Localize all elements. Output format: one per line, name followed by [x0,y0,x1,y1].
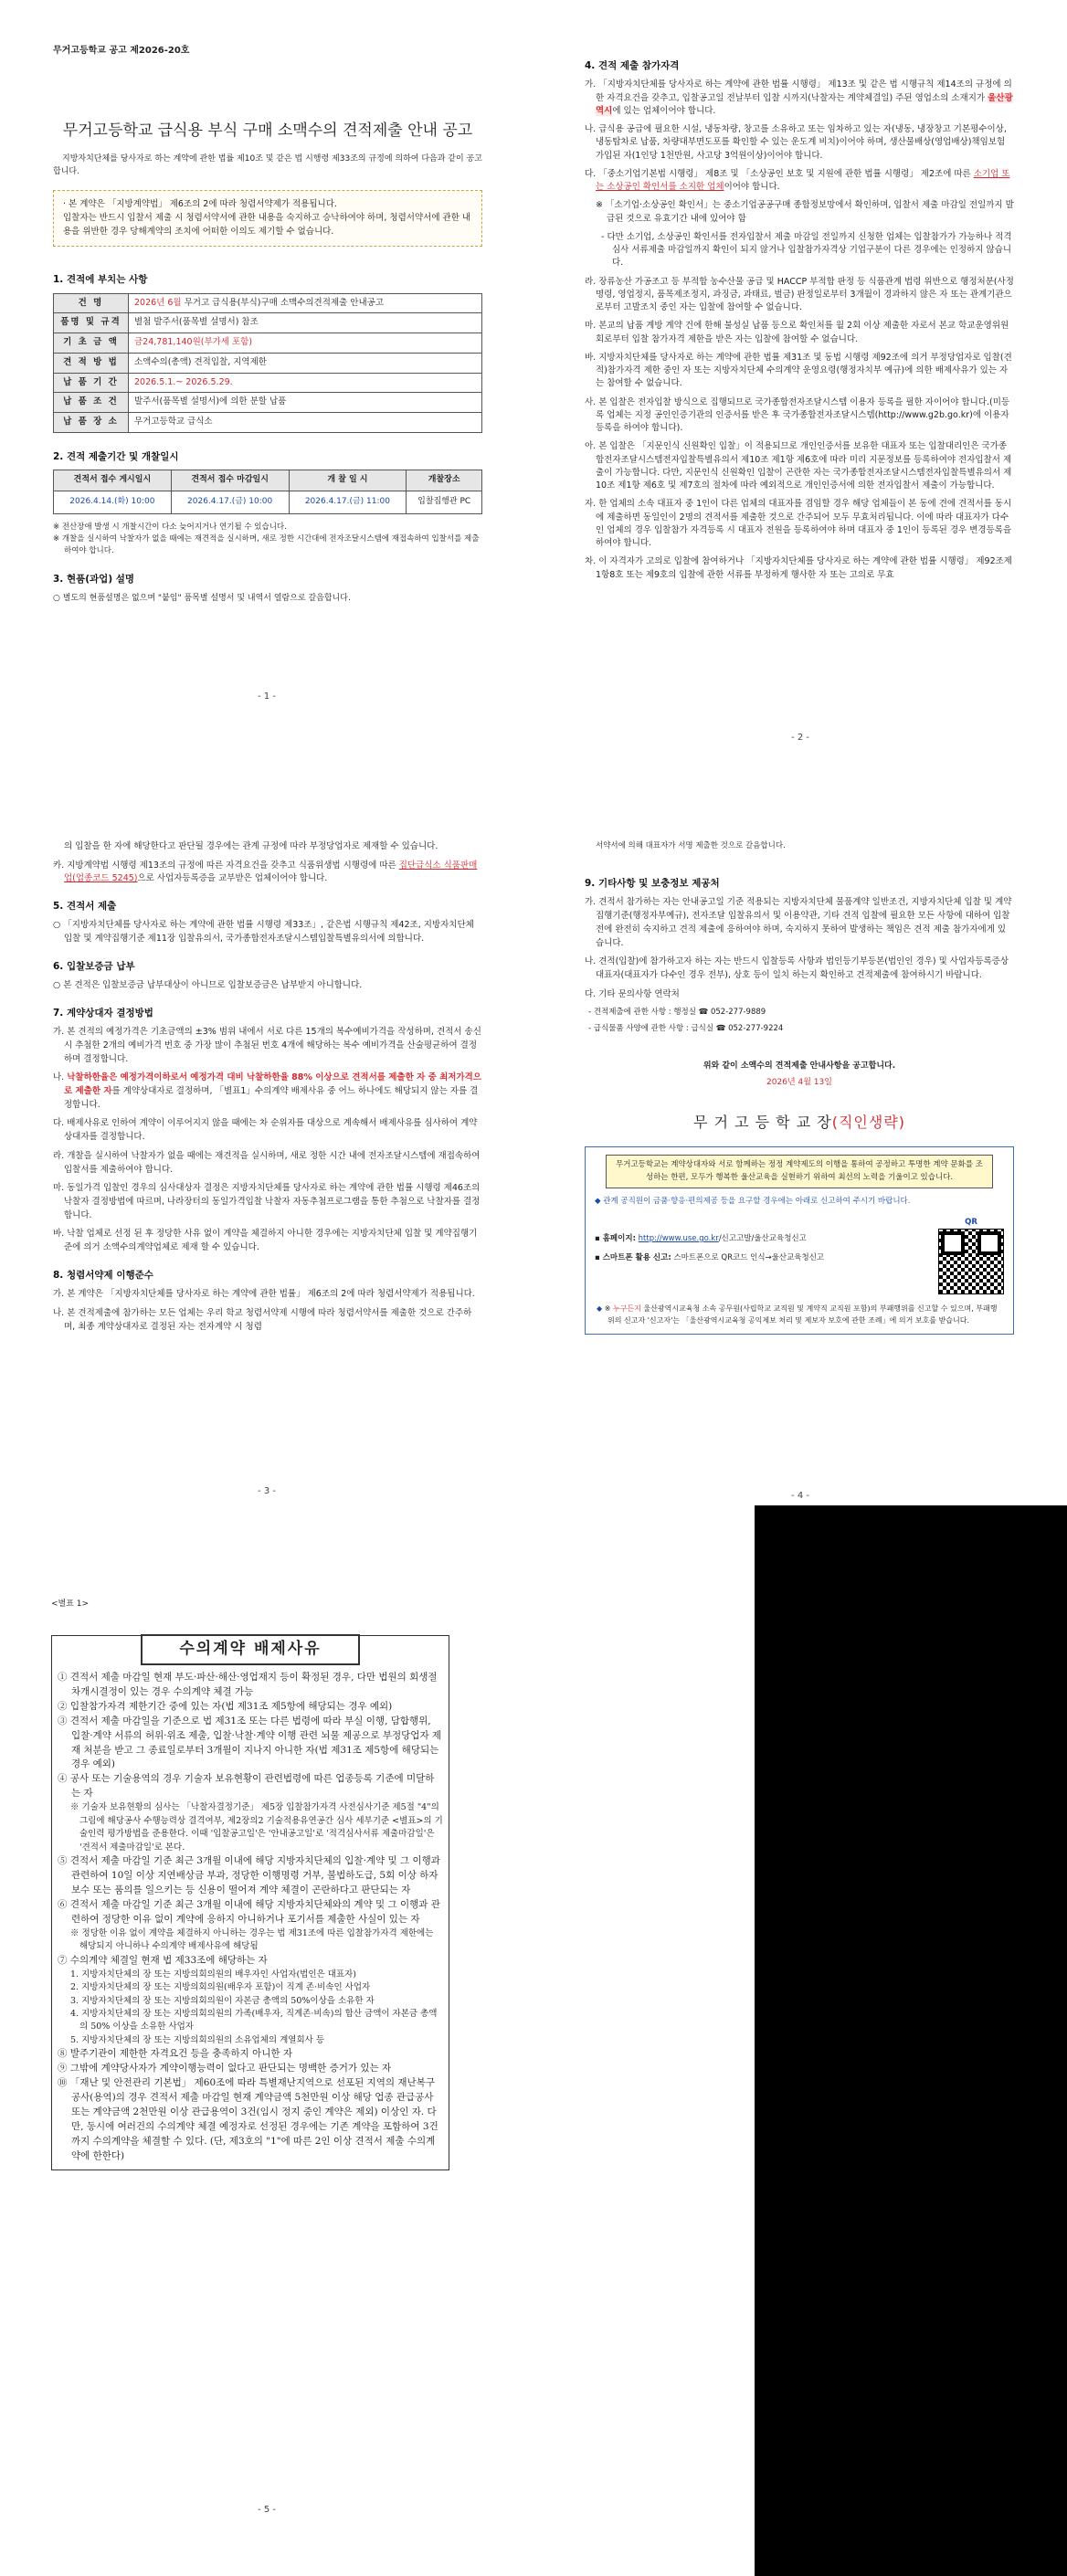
bid-row-key: 건 명 [54,293,129,313]
bid-row [54,393,482,413]
bid-row-key: 견 적 방 법 [54,353,129,373]
page-2 [534,0,1067,749]
bid-row-value: 금24,781,140원(부가세 포함) [129,333,482,354]
s9-na: 나. 견적(입찰)에 참가하고자 하는 자는 반드시 입찰등록 사항과 법인등기부등본(법인인 경우) 및 사업자등록증상 대표자(대표자가 다수인 경우 전부), 상호 등이 일치 하는지 확인하고 견적제출에 참여하시기 바랍니다. [585,956,1009,981]
page-3 [0,804,534,1516]
section-1-heading: 1. 견적에 부치는 사항 [53,274,148,286]
report-info-box [585,1146,1014,1334]
sec2-note-1: ※ 전산장애 발생 시 개찰시간이 다소 늦어지거나 연기될 수 있습니다. [53,522,287,532]
page-number-3: - 3 - [258,1486,276,1496]
page-5 [0,1553,534,2576]
bid-row [54,293,482,313]
page-number-4: - 4 - [791,1491,809,1501]
bid-row-value: 별첨 발주서(품목별 설명서) 참조 [129,313,482,333]
col-post-time: 견적서 접수 게시일시 [54,470,172,491]
s8-na: 나. 본 견적제출에 참가하는 모든 업체는 우리 학교 청렴서약제 시행에 따라 청렴서약서를 제출한 것으로 간주하며, 최종 계약상대자로 결정된 자는 전자계약 시 청렴 [53,1307,472,1332]
bid-row-key: 기 초 금 액 [54,333,129,354]
bid-row-value: 발주서(품목별 설명서)에 의한 분할 납품 [129,393,482,413]
section-4-heading: 4. 견적 제출 참가자격 [585,60,680,71]
bid-row-key: 납 품 기 간 [54,373,129,393]
contact-admin: - 견적제출에 관한 사항 : 행정실 ☎ 052-277-9889 [588,1008,766,1018]
section-6-text: ○ 본 견적은 입찰보증금 납부대상이 아니므로 입찰보증금은 납부받지 아니합니다. [53,980,363,991]
bid-row [54,313,482,333]
integrity-line-1: · 본 계약은 「지방계약법」 제6조의 2에 따라 청렴서약제가 적용됩니다. [63,199,337,210]
qr-label: QR [965,1218,977,1227]
notice-number: 무거고등학교 공고 제2026-20호 [53,46,190,56]
notice-title: 무거고등학교 급식용 부식 구매 소맥수의 견적제출 안내 공고 [62,121,473,140]
section-9-heading: 9. 기타사항 및 보충정보 제공처 [585,878,720,890]
s4-ga: 가. 「지방자치단체를 당사자로 하는 계약에 관한 법률 시행령」 제13조 및 같은 법 시행규칙 제14조의 규정에 의한 자격요건을 갖추고, 입찰공고일 전날부터 입찰 시까지(낙찰자는 계약체결일) 주된 영업소의 소재지가 울산광역시에 있는 업체이어야 합니다. [585,79,1013,116]
s4-da: 다. 「중소기업기본법 시행령」 제8조 및 「소상공인 보호 및 지원에 관한 법률 시행령」 제2조에 따른 소기업 또는 소상공인 확인서를 소지한 업체이어야 합니다. [585,168,1010,193]
bid-row [54,412,482,432]
closing-text: 위와 같이 소액수의 견적제출 안내사항을 공고합니다. [703,1061,896,1071]
bid-row-key: 납 품 조 건 [54,393,129,413]
deadline: 2026.4.17.(금) 10:00 [171,491,289,513]
annex-item: ⑥ 견적서 제출 마감일 기준 최근 3개월 이내에 해당 지방자치단체와의 계약 및 그 이행과 관련하여 정당한 이유 없이 계약에 응하지 아니하거나 포기서를 제출한 사실이 있는 자 [58,1898,440,1925]
section-5-text: ○ 「지방자치단체를 당사자로 하는 계약에 관한 법률 시행령 제33조」, 같은법 시행규칙 제42조, 지방자치단체 입찰 및 계약집행기준 제11장 입찰유의서, 국가종합전자조달시스템입찰특별유의서에 의합니다. [53,920,474,945]
col-deadline: 견적서 접수 마감일시 [171,470,289,491]
black-region [755,1505,1067,2576]
annex-items [58,1671,443,2164]
annex-item: 5. 지방자치단체의 장 또는 지방의회의원의 소유업체의 계열회사 등 [70,2034,325,2045]
annex-item: ⑤ 견적서 제출 마감일 기준 최근 3개월 이내에 해당 지방자치단체의 입찰·계약 및 그 이행과 관련하여 10일 이상 지연배상금 부과, 정당한 이행명령 거부, 불법하도급, 5회 이상 하자보수 또는 품의를 일으키는 등 신용이 떨어져 계약 체결이 곤란하다고 판단되는 자 [58,1855,440,1895]
annex-item: ⑨ 그밖에 계약당사자가 계약이행능력이 없다고 판단되는 명백한 증거가 있는 자 [58,2063,392,2075]
section-7-heading: 7. 계약상대자 결정방법 [53,1007,153,1019]
schedule-table [53,470,482,514]
s4-da-note: ※ 「소기업·소상공인 확인서」는 중소기업공공구매 종합정보망에서 확인하며, 입찰서 제출 마감일 전일까지 발급된 것으로 유효기간 내에 있어야 함 [596,200,1014,224]
annex-item: ① 견적서 제출 마감일 현재 부도·파산·해산·영업재지 등이 확정된 경우, 다만 법원의 회생절차개시결정이 있는 경우 수의계약 체결 가능 [58,1671,438,1697]
annex-item: ⑧ 발주기관이 제한한 자격요건 등을 충족하지 아니한 자 [58,2048,293,2060]
annex-item: 1. 지방자치단체의 장 또는 지방의회의원의 배우자인 사업자(법인은 대표자) [70,1969,356,1980]
bid-row-value: 2026.5.1.~ 2026.5.29. [129,373,482,393]
opening-place: 입찰집행관 PC [407,491,482,513]
col-opening-place: 개찰장소 [407,470,482,491]
s4-a: 아. 본 입찰은 「지문인식 신원확인 입찰」이 적용되므로 개인인증서를 보유한 대표자 또는 입찰대리인은 국가종합전자조달시스템전자입찰특별유의서 제10조 제1항 제6호에 따라 미리 지문정보를 등록하여야 전자입찰서 제출이 가능합니다. 다만, 지문인식 신원확인 입찰이 곤란한 자는 국가종합전자조달시스템전자입찰특별유의서 제10조 제1항 제6호 및 제7호의 절차에 따라 예외적으로 개인인증서에 의한 전자입찰서 제출이 가능합니다. [585,441,1012,491]
whistleblower-note: ◆ ※ 누구든지 울산광역시교육청 소속 공무원(사립학교 교직원 및 계약직 교직원 포함)의 부패행위를 신고할 수 있으며, 부패행위의 신고자 '신고자'는 「울산광역시교육청 공익제보 처리 및 제보자 보호에 관한 조례」에 의거 보호를 받습니다. [597,1304,998,1325]
s9-da: 다. 기타 문의사항 연락처 [585,988,680,999]
homepage-link[interactable]: http://www.use.go.kr [638,1234,719,1243]
page-number-5: - 5 - [258,2505,276,2515]
page-1 [0,0,534,749]
notice-date: 2026년 4월 13일 [766,1077,832,1087]
annex-label: <별표 1> [51,1599,90,1609]
annex-item: ※ 기술자 보유현황의 심사는 「낙찰자결정기준」 제5장 입찰참가자격 사전심사기준 제5절 "4"의 그림에 해당공사 수행능력상 결격여부, 제2장의2 기술적용유연공간 심사 세부기준 <별표>의 기술인력 평가방법을 준용한다. 이때 '입찰공고일'은 '안내공고일'로 '적격심사서류 제출마감일'은 '견적서 제출마감일'로 본다. [70,1802,443,1853]
s4-sa: 사. 본 입찰은 전자입찰 방식으로 집행되므로 국가종합전자조달시스템 이용자 등록을 필한 자이어야 합니다.(미등록 업체는 지정 공인인증기관의 인증서를 받은 후 국가종합전자조달시스템(http://www.g2b.go.kr)에 이용자 등록을 하여야 합니다). [585,396,1010,434]
annex-box [51,1635,449,2170]
integrity-notice-box [53,190,482,247]
s8-cont: 서약서에 의해 대표자가 서명 제출한 것으로 갈음합니다. [596,841,786,850]
s4-ja: 자. 한 업체의 소속 대표자 중 1인이 다른 업체의 대표자를 겸임할 경우 해당 업체들이 본 동에 견에 견적서를 동시에 제출하면 동일인이 2명의 견적서를 제출한 것으로 간주되어 모두 무효처리됩니다. 이에 따라 대표자가 다수인 업체의 경우 입찰참가 자격등록 시 대표자 전원을 등록하여야 하며 대표자 중 1인이 등록된 경우 변경등록을 하여야 합니다. [585,499,1012,549]
integrity-statement: 무거고등학교는 계약상대자와 서로 함께하는 정정 계약제도의 이행을 통하여 공정하고 투명한 계약 문화를 조성하는 한편, 모두가 행복한 울산교육을 실현하기 위하여 최선의 노력을 기울이고 있습니다. [606,1155,993,1188]
annex-item: ④ 공사 또는 기술용역의 경우 기술자 보유현황이 관련법령에 따른 업종등록 기준에 미달하는 자 [58,1773,435,1800]
s7-ga: 가. 본 견적의 예정가격은 기초금액의 ±3% 범위 내에서 서로 다른 15개의 복수예비가격을 작성하며, 견적서 송신시 추첨한 2개의 예비가격 번호 중 가장 많이 추첨된 번호 4개에 해당하는 복수 예비가격을 산술평균하여 결정하며 결정합니다. [53,1027,481,1064]
page-number-2: - 2 - [791,733,809,743]
annex-item: 3. 지방자치단체의 장 또는 지방의회의원이 자본금 총액의 50%이상을 소유한 자 [70,1995,375,2006]
s4-da-note2: - 다만 소기업, 소상공인 확인서를 전자입찰서 제출 마감일 전일까지 신청한 업체는 입찰참가가 가능하나 적격심사 서류제출 마감일까지 확인이 되지 않거나 입찰참가자격상 기업구분이 다른 경우에는 인정하지 않습니다. [601,231,1012,269]
s4-na: 나. 급식용 공급에 필요한 시설, 냉동차량, 창고를 소유하고 또는 임차하고 있는 자(냉동, 냉장창고 기본평수이상, 냉동탑차로 납품, 차량대부면도포를 확인할 수 있는 운도계 비치)이어야 하며, 생산물배상(영업배상)책임보험 가입된 자(1인당 1천만원, 사고당 3억원이상)이어야 합니다. [585,124,1007,161]
annex-title: 수의계약 배제사유 [141,1634,359,1665]
annex-item: ③ 견적서 제출 마감일을 기준으로 법 제31조 또는 다른 법령에 따라 부실 이행, 담합행위, 입찰·계약 서류의 허위·위조 제출, 입찰·낙찰·계약 이행 관련 뇌물 제공으로 부정당업자 제재 처분을 받고 그 종료일로부터 3개월이 지나지 아니한 자(법 제31조 제5항에 해당되는 경우 예외) [58,1715,442,1770]
bid-row-key: 납 품 장 소 [54,412,129,432]
page-number-1: - 1 - [258,692,276,702]
bid-row-value: 무거고등학교 급식소 [129,412,482,432]
integrity-line-2: 입찰자는 반드시 입찰서 제출 시 청렴서약서에 관한 내용을 숙지하고 승낙하여야 하며, 청렴서약서에 관한 내용을 위반한 경우 당해계약의 조치에 어떠한 이의도 제기할 수 없습니다. [63,212,471,237]
qr-code-icon[interactable] [938,1229,1004,1294]
s7-ba: 바. 낙찰 업체로 선정 된 후 정당한 사유 없이 계약을 체결하지 아니한 경우에는 지방자치단체 입찰 및 계약집행기준에 의거 소액수의계약업체로 제재 할 수 있습니다. [53,1229,478,1253]
section-6-heading: 6. 입찰보증금 납부 [53,960,135,972]
homepage-report: ▪ 홈페이지: http://www.use.go.kr/신고고발/울산교육청신고 [595,1234,807,1243]
s4-cha: 차. 이 자격자가 고의로 입찰에 참여하거나 「지방자치단체를 당사자로 하는 계약에 관한 법률 시행령」 제92조제1항8호 또는 제9호의 입찰에 관한 서류를 부정하게 행사한 자 또는 고의로 무효 [585,556,1012,580]
section-8-heading: 8. 청렴서약제 이행준수 [53,1269,153,1281]
sec2-note-2: ※ 개찰을 실시하여 낙찰자가 없을 때에는 재견적을 실시하며, 새로 정한 시간대에 전자조달시스템에 재접속하여 입찰서를 제출하여야 합니다. [53,533,480,556]
intro-text: 지방자치단체를 당사자로 하는 계약에 관한 법률 제10조 및 같은 법 시행령 제33조의 규정에 의하여 다음과 같이 공고합니다. [53,154,482,177]
s8-ga: 가. 본 계약은 「지방자치단체를 당사자로 하는 계약에 관한 법률」 제6조의 2에 따라 청렴서약제가 적용됩니다. [53,1289,475,1300]
section-5-heading: 5. 견적서 제출 [53,901,117,913]
page-4 [534,804,1067,1516]
smartphone-report: ▪ 스마트폰 활용 신고: 스마트폰으로 QR코드 인식→울산교육청신고 [595,1253,825,1263]
bid-row-key: 품명 및 규격 [54,313,129,333]
post-time: 2026.4.14.(화) 10:00 [54,491,172,513]
report-request: ◆ 관계 공직원이 금품·향응·편의제공 등을 요구할 경우에는 아래로 신고하여 주시기 바랍니다. [595,1196,911,1206]
annex-item: 2. 지방자치단체의 장 또는 지방의회의원(배우자 포함)이 직계 존·비속인 사업자 [70,1982,371,1993]
s9-ga: 가. 견적서 참가하는 자는 안내공고일 기준 적용되는 지방자치단체 물품계약 일반조건, 지방자치단체 입찰 및 계약집행기준(행정자부예규), 전자조달 입찰유의서 및 이용약관, 기타 견적 입찰에 필요한 모든 사항에 대하여 입찰 전에 완전히 숙지하고 견적 제출에 응하여야 하며, 숙지하지 못하여 발생하는 책임은 견적 제출 참가자에게 있습니다. [585,897,1012,948]
school-signature: 무 거 고 등 학 교 장(직인생략) [692,1113,906,1131]
annex-item: 4. 지방자치단체의 장 또는 지방의회의원의 가족(배우자, 직계존·비속)의 합산 금액이 자본금 총액의 50% 이상을 소유한 사업자 [70,2009,438,2032]
s7-na: 나. 낙찰하한율은 예정가격이하로서 예정가격 대비 낙찰하한율 88% 이상으로 견적서를 제출한 자 중 최저가격으로 제출한 자를 계약상대자로 결정하며, 「별표1」수의계약 배제사유 중 어느 하나에도 해당되지 않는 자를 결정합니다. [53,1072,481,1110]
annex-item: ※ 정당한 이유 없이 계약을 체결하지 아니하는 경우는 법 제31조에 따른 입찰참가자격 제한에는 해당되지 아니하나 수의계약 배제사유에 해당됨 [70,1927,434,1952]
s7-ra: 라. 개찰을 실시하여 낙찰자가 없을 때에는 재견적을 실시하며, 새로 정한 시간 내에 전자조달시스템에 재접속하여 입찰서를 제출하여야 합니다. [53,1150,481,1175]
s7-ma: 마. 동일가격 입찰인 경우의 심사대상자 결정은 지방자치단체를 당사자로 하는 계약에 관한 법률 시행령 제46조의 낙찰자 결정방법에 따르며, 나라장터의 동일가격입찰 낙찰자 자동추첨프로그램을 통한 추첨으로 낙찰자를 결정합니다. [53,1183,481,1220]
s7-da: 다. 배제사유로 인하여 계약이 이루어지지 않을 때에는 차 순위자를 대상으로 계속해서 배제사유를 심사하여 계약상대자를 결정합니다. [53,1118,478,1143]
s7-na-highlight: 낙찰하한율은 예정가격이하로서 예정가격 대비 낙찰하한율 88% 이상으로 견적서를 제출한 자 중 최저가격으로 제출한 자 [64,1072,481,1096]
annex-item: ② 입찰참가자격 제한기간 중에 있는 자(법 제31조 제5항에 해당되는 경우 예외) [58,1700,393,1712]
annex-item: ⑦ 수의계약 체결일 현재 법 제33조에 해당하는 자 [58,1954,268,1966]
col-opening-time: 개 찰 일 시 [289,470,407,491]
annex-item: ⑩ 「재난 및 안전관리 기본법」 제60조에 따라 특별재난지역으로 선포된 지역의 재난복구공사(용역)의 경우 견적서 제출 마감일 현재 계약금액 5천만원 이상 해당 업종 관급공사 또는 계약금액 2천만원 이상 관급용역이 3건(임시 정지 중인 계약은 제외) 이상인 자. 다만, 동시에 여러건의 수의계약 체결 예정자로 선정된 경우에는 기존 계약을 포함하여 3건까지 수의계약을 체결할 수 있다. (단, 제3호의 "1"에 따른 2인 이상 견적서 제출 수의계약에 한한다) [58,2077,438,2161]
bid-row-value: 소액수의(총액) 견적입찰, 지역제한 [129,353,482,373]
s4-ka: 카. 지방계약법 시행령 제13조의 규정에 따른 자격요건을 갖추고 식품위생법 시행령에 따른 집단급식소 식품판매업(업종코드 5245)으로 사업자등록증을 교부받은 업체이어야 합니다. [53,860,478,884]
s4-ba: 바. 지방자치단체를 당사자로 하는 계약에 관한 법률 제31조 및 동법 시행령 제92조에 의거 부정당업자로 입찰(견적)참가자격 제한 중인 자 또는 지방자치단체 수의계약 운영요령(행정자치부 예규)에 의한 배제사유가 있는 자는 참여할 수 없습니다. [585,352,1012,389]
s4-ra: 라. 장류농산 가공조고 등 부적합 농수산물 공급 및 HACCP 부적합 판정 등 식품관계 법령 위반으로 행정처분(사정명령, 영업정지, 품목제조정지, 과징금, 과태료, 벌금) 판정일로부터 3개월이 경과하지 않은 자 또는 관계기관으로부터 고발조치 중인 자는 입찰에 참여할 수 없습니다. [585,276,1014,313]
section-3-heading: 3. 현품(과업) 설명 [53,574,135,586]
bid-row [54,333,482,354]
contact-cafeteria: - 급식물품 사양에 관한 사항 : 급식실 ☎ 052-277-9224 [588,1023,784,1033]
bid-row-value: 2026년 6월 무거고 급식용(부식)구매 소맥수의견적제출 안내공고 [129,293,482,313]
s4-ma: 마. 본교의 납품 계방 계약 건에 한해 불성실 납품 등으로 확인처를 월 2회 이상 제출한 자로서 본교 학교운영위원회로부터 입찰 참가자격 제한을 받은 자는 입찰에 참여할 수 없습니다. [585,321,1009,344]
section-3-text: ○ 별도의 현품설명은 없으며 "붙임" 품목별 설명서 및 내역서 열람으로 갈음합니다. [53,593,351,603]
bid-row [54,353,482,373]
bid-items-table [53,293,482,433]
opening-time: 2026.4.17.(금) 11:00 [289,491,407,513]
bid-row [54,373,482,393]
s4-cont: 의 입찰을 한 자에 해당한다고 판단될 경우에는 관계 규정에 따라 부정당업자로 제재할 수 있습니다. [64,841,438,851]
section-2-heading: 2. 견적 제출기간 및 개찰일시 [53,450,179,462]
